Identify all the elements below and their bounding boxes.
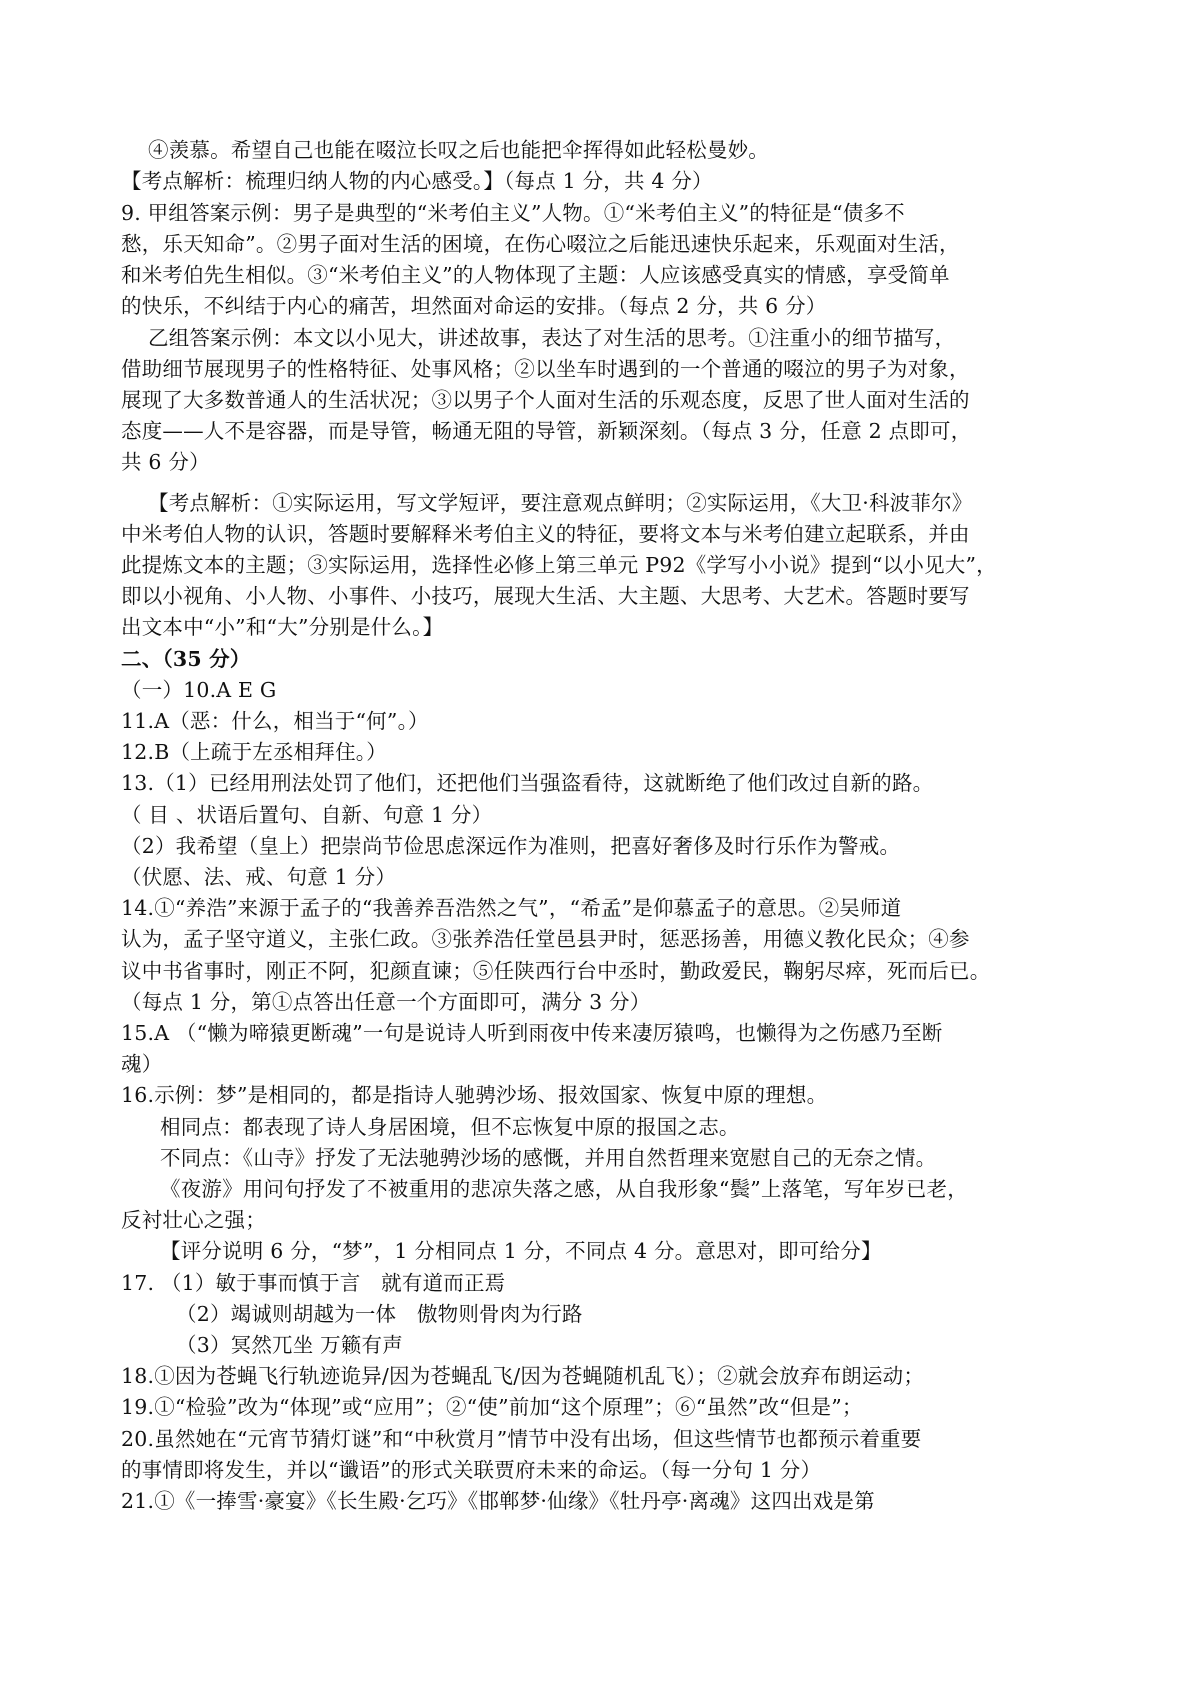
text-line: 展现了大多数普通人的生活状况；③以男子个人面对生活的乐观态度，反思了世人面对生活的 [121,388,970,412]
text-line: （2）竭诚则胡越为一体 傲物则骨肉为行路 [176,1302,583,1326]
text-line: 借助细节展现男子的性格特征、处事风格；②以坐车时遇到的一个普通的啜泣的男子为对象， [121,357,970,381]
text-line: 【考点解析：梳理归纳人物的内心感受。】（每点 1 分，共 4 分） [121,169,713,193]
text-line: 不同点：《山寺》抒发了无法驰骋沙场的感慨，并用自然哲理来宽慰自己的无奈之情。 [160,1146,937,1170]
text-line: 中米考伯人物的认识，答题时要解释米考伯主义的特征，要将文本与米考伯建立起联系，并由 [121,522,970,546]
text-line: 17. （1）敏于事而慎于言 就有道而正焉 [121,1271,506,1295]
text-line: 19.①“检验”改为“体现”或“应用”；②“使”前加“这个原理”；⑥“虽然”改“但是”； [121,1395,863,1419]
section-heading: 二、（35 分） [121,647,251,671]
text-line: 此提炼文本的主题；③实际运用，选择性必修上第三单元 P92《学写小小说》提到“以小见大”， [121,553,997,577]
text-line: ④羡慕。希望自己也能在啜泣长叹之后也能把伞挥得如此轻松曼妙。 [148,138,769,162]
text-line: 认为，孟子坚守道义，主张仁政。③张养浩任堂邑县尹时，惩恶扬善，用德义教化民众；④参 [121,927,970,951]
text-line: 11.A（恶：什么，相当于“何”。） [121,709,429,733]
text-line: 16.示例：梦”是相同的，都是指诗人驰骋沙场、报效国家、恢复中原的理想。 [121,1083,828,1107]
text-line: 议中书省事时，刚正不阿，犯颜直谏；⑤任陕西行台中丞时，勤政爱民，鞠躬尽瘁，死而后已。 [121,959,991,983]
text-line: 21.①《一捧雪·豪宴》《长生殿·乞巧》《邯郸梦·仙缘》《牡丹亭·离魂》这四出戏是第 [121,1489,875,1513]
text-line: 魂） [121,1052,163,1076]
text-line: 态度——人不是容器，而是导管，畅通无阻的导管，新颖深刻。（每点 3 分，任意 2 点即可， [121,419,972,443]
text-line: 和米考伯先生相似。③“米考伯主义”的人物体现了主题：人应该感受真实的情感，享受简单 [121,263,950,287]
text-line: （一）10.A E G [121,678,277,702]
text-line: 愁，乐天知命”。②男子面对生活的困境，在伤心啜泣之后能迅速快乐起来，乐观面对生活， [121,232,960,256]
text-line: 即以小视角、小人物、小事件、小技巧，展现大生活、大主题、大思考、大艺术。答题时要写 [121,584,970,608]
text-line: 共 6 分） [121,450,210,474]
text-line: 出文本中“小”和“大”分别是什么。】 [121,615,444,639]
text-line: 的快乐，不纠结于内心的痛苦，坦然面对命运的安排。（每点 2 分，共 6 分） [121,294,827,318]
text-line: （3）冥然兀坐 万籁有声 [176,1333,403,1357]
text-line: 14.①“养浩”来源于孟子的“我善养吾浩然之气”，“希孟”是仰慕孟子的意思。②吴师道 [121,896,902,920]
text-line: 9. 甲组答案示例：男子是典型的“米考伯主义”人物。①“米考伯主义”的特征是“债多不 [121,201,905,225]
text-line: 【考点解析：①实际运用，写文学短评，要注意观点鲜明；②实际运用，《大卫·科波菲尔》 [148,491,973,515]
text-line: 20.虽然她在“元宵节猜灯谜”和“中秋赏月”情节中没有出场，但这些情节也都预示着重要 [121,1427,922,1451]
text-line: 反衬壮心之强； [121,1208,266,1232]
text-line: （2）我希望（皇上）把崇尚节俭思虑深远作为准则，把喜好奢侈及时行乐作为警戒。 [121,834,901,858]
text-line: 12.B（上疏于左丞相拜住。） [121,740,387,764]
text-line: 乙组答案示例：本文以小见大，讲述故事，表达了对生活的思考。①注重小的细节描写， [148,326,956,350]
text-line: （ 目 、状语后置句、自新、句意 1 分） [121,803,493,827]
text-line: 【评分说明 6 分，“梦”，1 分相同点 1 分，不同点 4 分。意思对，即可给分】 [160,1239,882,1263]
text-line: 15.A （“懒为啼猿更断魂”一句是说诗人听到雨夜中传来凄厉猿鸣，也懒得为之伤感乃至断 [121,1021,943,1045]
text-line: 18.①因为苍蝇飞行轨迹诡异/因为苍蝇乱飞/因为苍蝇随机乱飞）；②就会放弃布朗运动； [121,1364,925,1388]
text-line: 《夜游》用问句抒发了不被重用的悲凉失落之感，从自我形象“鬓”上落笔，写年岁已老， [160,1177,968,1201]
text-line: 的事情即将发生，并以“谶语”的形式关联贾府未来的命运。（每一分句 1 分） [121,1458,822,1482]
text-line: 相同点：都表现了诗人身居困境，但不忘恢复中原的报国之志。 [160,1115,740,1139]
text-line: （每点 1 分，第①点答出任意一个方面即可，满分 3 分） [121,990,651,1014]
text-line: 13.（1）已经用刑法处罚了他们，还把他们当强盗看待，这就断绝了他们改过自新的路。 [121,771,934,795]
text-line: （伏愿、法、戒、句意 1 分） [121,865,397,889]
